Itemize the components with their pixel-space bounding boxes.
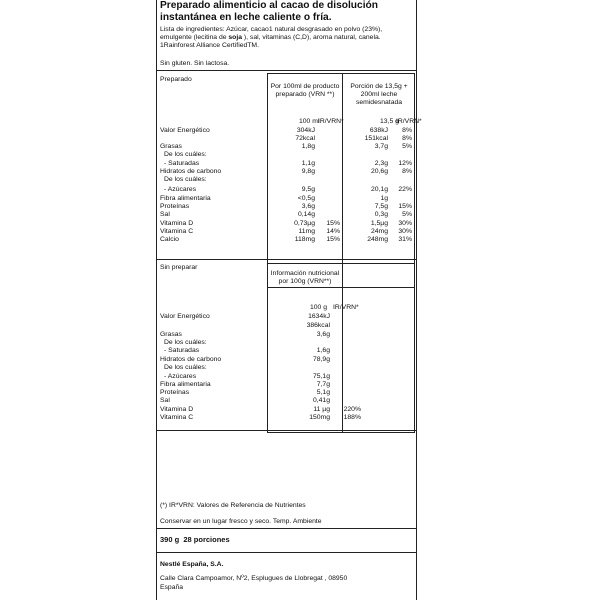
value-per-100ml: 0,73µg bbox=[294, 220, 315, 227]
company-name: Nestlé España, S.A. bbox=[160, 561, 224, 568]
value-per-100g: 75,1g bbox=[312, 373, 330, 380]
value-per-100g: 3,6g bbox=[316, 331, 330, 338]
value-per-100ml: <0,5g bbox=[297, 195, 315, 202]
percent-per-portion: 8% bbox=[402, 127, 412, 134]
nutrient-name: Sal bbox=[160, 397, 170, 404]
prepared-heading: Preparado bbox=[160, 76, 192, 83]
value-per-100g: 1,6g bbox=[316, 347, 330, 354]
divider bbox=[157, 430, 416, 431]
prepared-subheader-portion: 13,5 g bbox=[380, 118, 399, 125]
value-per-portion: 1g bbox=[380, 195, 388, 202]
nutrient-name: Fibra alimentaria bbox=[160, 381, 211, 388]
value-per-100ml: 11mg bbox=[298, 228, 315, 235]
net-weight: 390 g bbox=[160, 535, 180, 544]
nutrient-name: Proteínas bbox=[160, 389, 190, 396]
nutrient-name: Vitamina D bbox=[160, 220, 194, 227]
value-per-100g: 1634kJ bbox=[308, 313, 330, 320]
nutrient-name: Valor Energético bbox=[160, 127, 210, 134]
nutrient-name: De los cuáles: bbox=[164, 151, 207, 158]
ingredients-list bbox=[160, 26, 414, 50]
nutrient-name: - Azúcares bbox=[164, 186, 197, 193]
unprepared-subheader-100g: 100 g bbox=[310, 304, 328, 311]
percent-per-portion: 15% bbox=[398, 203, 412, 210]
value-per-100ml: 9,5g bbox=[301, 186, 315, 193]
percent-per-portion: 5% bbox=[402, 211, 412, 218]
percent-per-portion: 5% bbox=[402, 143, 412, 150]
portion-count: 28 porciones bbox=[183, 535, 230, 544]
percent-per-portion: 30% bbox=[398, 220, 412, 227]
nutrient-name: Sal bbox=[160, 211, 170, 218]
unprepared-col-header: Información nutricional por 100g (VRN**) bbox=[270, 270, 340, 285]
value-per-100ml: 9,8g bbox=[301, 168, 315, 175]
divider bbox=[157, 70, 416, 71]
nutrient-name: De los cuáles: bbox=[164, 339, 207, 346]
value-per-portion: 2,3g bbox=[374, 160, 388, 167]
value-per-100ml: 72kcal bbox=[295, 135, 315, 142]
percent-per-100g: 188% bbox=[343, 414, 361, 421]
allergen-statement: Sin gluten. Sin lactosa. bbox=[160, 60, 230, 67]
value-per-100ml: 1,8g bbox=[301, 143, 315, 150]
value-per-100g: 7,7g bbox=[316, 381, 330, 388]
nutrient-name: Grasas bbox=[160, 331, 182, 338]
percent-per-100g: 220% bbox=[343, 406, 361, 413]
value-per-100g: 78,9g bbox=[312, 356, 330, 363]
value-per-100ml: 304kJ bbox=[296, 127, 315, 134]
unprepared-heading: Sin preparar bbox=[160, 264, 198, 271]
divider bbox=[157, 552, 416, 553]
divider bbox=[157, 259, 416, 260]
value-per-portion: 638kJ bbox=[369, 127, 388, 134]
value-per-100g: 0,41g bbox=[312, 397, 330, 404]
reference-footnote: (*) IR*VRN: Valores de Referencia de Nutrientes bbox=[160, 502, 306, 509]
company-country: España bbox=[160, 584, 184, 591]
company-address: Calle Clara Campoamor, Nº2, Esplugues de Llobregat , 08950 bbox=[160, 575, 348, 582]
value-per-portion: 151kcal bbox=[364, 135, 388, 142]
nutrient-name: Fibra alimentaria bbox=[160, 195, 211, 202]
nutrition-label bbox=[156, 0, 422, 600]
prepared-column-divider bbox=[342, 73, 343, 288]
divider bbox=[157, 528, 416, 529]
prepared-subheader-irvrn-1: IR/VRN* bbox=[318, 118, 344, 125]
value-per-portion: 7,5g bbox=[374, 203, 388, 210]
prepared-col1-header: Por 100ml de producto preparado (VRN **) bbox=[270, 83, 340, 98]
value-per-100ml: 0,14g bbox=[297, 211, 315, 218]
value-per-portion: 20,1g bbox=[370, 186, 388, 193]
percent-per-100ml: 14% bbox=[326, 228, 340, 235]
storage-instructions: Conservar en un lugar fresco y seco. Temp. Ambiente bbox=[160, 518, 322, 525]
value-per-100ml: 118mg bbox=[294, 236, 315, 243]
nutrient-name: De los cuáles: bbox=[164, 176, 207, 183]
percent-per-portion: 8% bbox=[402, 168, 412, 175]
value-per-portion: 248mg bbox=[367, 236, 388, 243]
value-per-portion: 1,5µg bbox=[370, 220, 388, 227]
percent-per-portion: 30% bbox=[398, 228, 412, 235]
nutrient-name: Vitamina C bbox=[160, 414, 194, 421]
nutrient-name: Vitamina C bbox=[160, 228, 194, 235]
nutrient-name: De los cuáles: bbox=[164, 364, 207, 371]
value-per-portion: 3,7g bbox=[374, 143, 388, 150]
prepared-col2-header: Porción de 13,5g + 200ml leche semidesnatada bbox=[350, 83, 408, 106]
value-per-portion: 24mg bbox=[370, 228, 388, 235]
nutrient-name: - Saturadas bbox=[164, 347, 200, 354]
value-per-100g: 5,1g bbox=[316, 389, 330, 396]
nutrient-name: - Azúcares bbox=[164, 373, 197, 380]
nutrient-name: Grasas bbox=[160, 143, 182, 150]
unprepared-subheader-irvrn: IR/VRN* bbox=[333, 304, 359, 311]
ingredients-text-1: Lista de ingredientes: Azúcar, cacao1 natural desgrasado en polvo (23%), emulgente (lecitina de bbox=[160, 26, 383, 41]
nutrient-name: - Saturadas bbox=[164, 160, 200, 167]
value-per-100g: 11 µg bbox=[313, 406, 330, 413]
prepared-subheader-100ml: 100 ml bbox=[299, 118, 320, 125]
value-per-100ml: 1,1g bbox=[301, 160, 315, 167]
nutrient-name: Proteínas bbox=[160, 203, 190, 210]
nutrient-name: Vitamina D bbox=[160, 406, 194, 413]
percent-per-portion: 22% bbox=[398, 186, 412, 193]
value-per-100g: 386kcal bbox=[306, 322, 330, 329]
value-per-100g: 150mg bbox=[309, 414, 330, 421]
value-per-portion: 0,3g bbox=[374, 211, 388, 218]
allergen-soja: soja bbox=[228, 34, 242, 41]
net-weight-line bbox=[160, 536, 230, 544]
percent-per-100ml: 15% bbox=[326, 236, 340, 243]
nutrient-name: Hidratos de carbono bbox=[160, 168, 222, 175]
nutrient-name: Calcio bbox=[160, 236, 179, 243]
ingredients-text-2: ), sal, vitaminas (C,D), aroma natural, canela. 1Rainforest Alliance CertifiedTM. bbox=[160, 34, 381, 49]
value-per-100ml: 3,6g bbox=[301, 203, 315, 210]
product-title: Preparado alimenticio al cacao de disolución instantánea en leche caliente o fría. bbox=[160, 0, 378, 23]
percent-per-portion: 8% bbox=[402, 135, 412, 142]
percent-per-portion: 31% bbox=[398, 236, 412, 243]
percent-per-portion: 12% bbox=[398, 160, 412, 167]
percent-per-100ml: 15% bbox=[326, 220, 340, 227]
nutrient-name: Hidratos de carbono bbox=[160, 356, 222, 363]
value-per-portion: 20,6g bbox=[370, 168, 388, 175]
prepared-subheader-irvrn-2: IR/VRN* bbox=[396, 118, 422, 125]
nutrient-name: Valor Energético bbox=[160, 313, 210, 320]
